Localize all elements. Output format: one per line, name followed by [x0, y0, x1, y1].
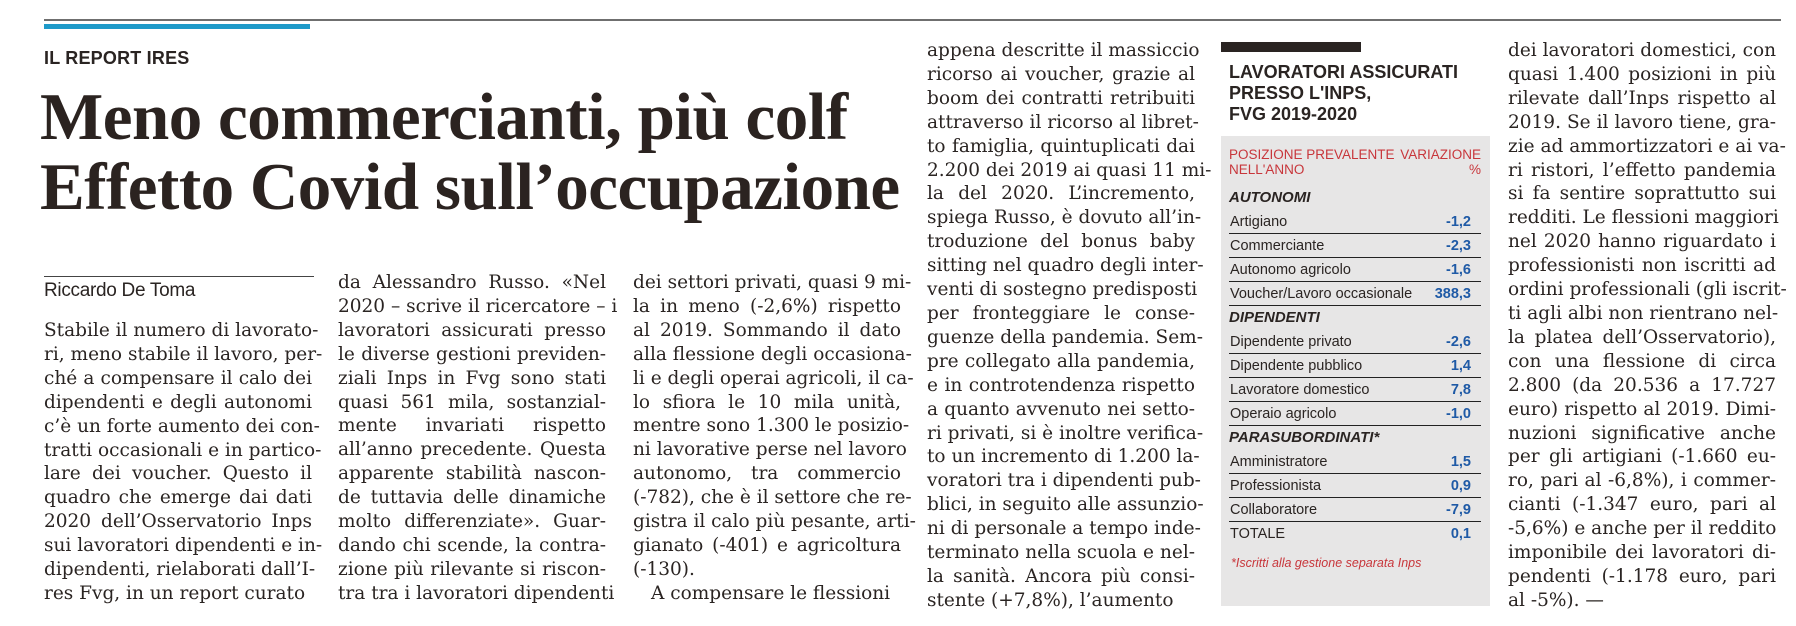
text-line: ricorso ai voucher, grazie al — [927, 63, 1195, 85]
text-line: 2.200 dei 2019 ai quasi 11 mi- — [927, 159, 1212, 181]
table-category: DIPENDENTI — [1229, 309, 1320, 326]
row-label: Operaio agricolo — [1230, 406, 1337, 422]
row-label: Amministratore — [1230, 454, 1328, 470]
text-line: dei settori privati, quasi 9 mi- — [633, 272, 912, 293]
section-label: IL REPORT IRES — [44, 48, 190, 68]
text-line: imponibile dei lavoratori di- — [1508, 542, 1776, 564]
text-line: dipendenti, rielaborati dall’I- — [44, 559, 316, 581]
text-line: la in meno (-2,6%) rispetto — [633, 295, 901, 317]
article-column-1 — [44, 319, 323, 606]
row-label: Collaboratore — [1230, 502, 1318, 518]
text-line: zie ad ammortizzatori e ai va- — [1508, 135, 1786, 157]
text-line: Stabile il numero di lavorato- — [44, 320, 319, 341]
infobox-table — [1229, 186, 1481, 546]
text-line: dipendenti e degli autonomi — [44, 391, 312, 413]
text-line: si fa sentire soprattutto sui — [1508, 183, 1776, 205]
top-rule — [44, 19, 1781, 21]
text-line: nuzioni significative anche — [1508, 422, 1776, 444]
text-line: la del 2020. L’incremento, — [927, 183, 1195, 205]
text-line: li e degli operai agricoli, il ca- — [633, 367, 914, 389]
text-line: ni lavorative perse nel lavoro — [633, 439, 907, 461]
text-line: guenze della pandemia. Sem- — [927, 326, 1203, 348]
text-line: quasi 561 mila, sostanzial- — [338, 391, 606, 413]
table-row — [1229, 498, 1481, 522]
text-line: ro, pari al -6,8%), i commer- — [1508, 470, 1776, 492]
text-line: mente invariati rispetto — [338, 415, 606, 437]
row-value: 7,8 — [1450, 382, 1471, 398]
text-line: 2020 dell’Osservatorio Inps — [44, 511, 312, 533]
text-line: euro) rispetto al 2019. Dimi- — [1508, 398, 1776, 420]
table-row — [1229, 282, 1481, 306]
headline-line: Effetto Covid sull’occupazione — [40, 150, 900, 224]
text-line: voratori tra i dipendenti pub- — [927, 470, 1201, 492]
text-line: venti di sostegno predisposti — [927, 279, 1198, 301]
row-value: 0,1 — [1450, 526, 1471, 542]
text-line: la sanità. Ancora più consi- — [927, 565, 1195, 587]
text-line: autonomo, tra commercio — [633, 463, 901, 485]
article-column-3 — [633, 271, 916, 606]
text-line: de tuttavia delle dinamiche — [338, 487, 606, 509]
text-line: quasi 1.400 posizioni in più — [1508, 63, 1776, 85]
text-line: ri privati, si è inoltre verifica- — [927, 422, 1204, 444]
text-line: tratti occasionali e in partico- — [44, 439, 322, 461]
text-line: sui lavoratori dipendenti e in- — [44, 535, 323, 557]
table-row — [1229, 234, 1481, 258]
text-line: zione più rilevante si riscon- — [338, 558, 606, 580]
infobox-footnote: *Iscritti alla gestione separata Inps — [1231, 556, 1422, 570]
article-column-5 — [1508, 39, 1787, 613]
table-row — [1229, 258, 1481, 282]
text-line: dando chi scende, la contra- — [338, 534, 606, 556]
table-row — [1229, 210, 1481, 234]
text-line: molto differenziate». Guar- — [338, 511, 606, 533]
table-total-row — [1229, 522, 1481, 546]
text-line: ziali Inps in Fvg sono stati — [338, 367, 606, 389]
text-line: per fronteggiare le conse- — [927, 302, 1195, 324]
row-label: Autonomo agricolo — [1230, 262, 1351, 278]
text-line: c’è un forte aumento dei con- — [44, 415, 320, 437]
infobox-title: LAVORATORI ASSICURATI PRESSO L'INPS, FVG 2019-2020 — [1229, 62, 1458, 124]
text-line: la platea dell’Osservatorio), — [1508, 326, 1776, 348]
text-line: pre collegato alla pandemia, — [927, 350, 1195, 372]
row-label: Dipendente privato — [1230, 334, 1352, 350]
text-line: 2.800 (da 20.536 a 17.727 — [1508, 374, 1776, 396]
row-label: Artigiano — [1230, 214, 1288, 230]
text-line: ordini professionali (gli iscrit- — [1508, 279, 1787, 301]
row-label: Voucher/Lavoro occasionale — [1230, 286, 1413, 302]
infobox-bar — [1221, 42, 1361, 52]
row-value: 1,4 — [1450, 358, 1471, 374]
text-line: dei lavoratori domestici, con — [1508, 40, 1776, 61]
article-column-4 — [927, 39, 1212, 613]
text-line: pendenti (-1.178 euro, pari — [1508, 565, 1776, 587]
text-line: lo sfiora le 10 mila unità, — [633, 391, 901, 413]
row-value: 0,9 — [1450, 478, 1471, 494]
row-label: Dipendente pubblico — [1230, 358, 1363, 374]
text-line: le diverse gestioni previden- — [338, 343, 606, 365]
text-line: troduzione del bonus baby — [927, 231, 1195, 253]
text-line: attraverso il ricorso al libret- — [927, 111, 1199, 133]
table-row — [1229, 354, 1481, 378]
text-line: terminato nella scuola e nel- — [927, 542, 1195, 564]
text-line: appena descritte il massiccio — [927, 40, 1200, 61]
text-line: res Fvg, in un report curato — [44, 582, 306, 604]
text-line: cianti (-1.347 euro, pari al — [1508, 494, 1776, 516]
text-line: mentre sono 1.300 le posizio- — [633, 415, 910, 437]
text-line: ni di personale a tempo inde- — [927, 518, 1201, 540]
text-line: redditi. Le flessioni maggiori — [1508, 207, 1779, 229]
text-line: sitting nel quadro degli inter- — [927, 255, 1204, 277]
text-line: all’anno precedente. Questa — [338, 439, 606, 461]
text-line: 2019. Se il lavoro tiene, gra- — [1508, 111, 1776, 133]
text-line: e in controtendenza rispetto — [927, 374, 1195, 396]
text-line: blici, in seguito alle assunzio- — [927, 494, 1204, 516]
byline-rule — [44, 276, 314, 277]
row-label: Commerciante — [1230, 238, 1325, 254]
text-line: ti agli albi non rientrano nel- — [1508, 302, 1779, 324]
text-line: -5,6%) e anche per il reddito — [1508, 518, 1777, 540]
text-line: gianato (-401) e agricoltura — [633, 534, 901, 556]
text-line: (-782), che è il settore che re- — [633, 487, 912, 509]
text-line: rilevate dall’Inps rispetto al — [1508, 87, 1776, 109]
text-line: per gli artigiani (-1.660 eu- — [1508, 446, 1776, 468]
author-byline: Riccardo De Toma — [44, 280, 196, 301]
table-row — [1229, 378, 1481, 402]
text-line: a quanto avvenuto nei setto- — [927, 398, 1195, 420]
text-line: al -5%). — — [1508, 589, 1604, 611]
header-position: POSIZIONE PREVALENTE NELL'ANNO — [1229, 147, 1395, 177]
table-row — [1229, 474, 1481, 498]
text-line: nel 2020 hanno riguardato i — [1508, 231, 1776, 253]
table-row — [1229, 330, 1481, 354]
row-label: Professionista — [1230, 478, 1322, 494]
section-accent-bar — [44, 24, 310, 29]
text-line: lare dei voucher. Questo il — [44, 463, 312, 485]
row-value: -1,0 — [1446, 406, 1471, 422]
table-category: PARASUBORDINATI* — [1229, 429, 1380, 446]
text-line: con una flessione di circa — [1508, 350, 1776, 372]
table-row — [1229, 450, 1481, 474]
table-row — [1229, 402, 1481, 426]
text-line: ri, meno stabile il lavoro, per- — [44, 343, 323, 365]
text-line: (-130). — [633, 558, 695, 580]
text-line: 2020 – scrive il ricercatore – i — [338, 295, 618, 317]
text-line: lavoratori assicurati presso — [338, 319, 606, 341]
row-value: 388,3 — [1434, 286, 1471, 302]
row-value: 1,5 — [1450, 454, 1471, 470]
text-line: al 2019. Sommando il dato — [633, 319, 901, 341]
text-line: professionisti non iscritti ad — [1508, 255, 1776, 277]
headline-line: Meno commercianti, più colf — [40, 80, 848, 154]
headline — [40, 82, 920, 222]
row-value: -2,3 — [1446, 238, 1471, 254]
row-value: -2,6 — [1446, 334, 1471, 350]
text-line: ché a compensare il calo dei — [44, 367, 312, 389]
text-line: stente (+7,8%), l’aumento — [927, 589, 1174, 611]
text-line: apparente stabilità nascon- — [338, 463, 606, 485]
row-value: -7,9 — [1446, 502, 1471, 518]
text-line: alla flessione degli occasiona- — [633, 343, 912, 365]
row-label: Lavoratore domestico — [1230, 382, 1370, 398]
text-line: A compensare le flessioni — [651, 582, 891, 604]
text-line: tra tra i lavoratori dipendenti — [338, 582, 615, 604]
row-value: -1,2 — [1446, 214, 1471, 230]
text-line: spiega Russo, è dovuto all’in- — [927, 207, 1202, 229]
text-line: ri ristori, l’effetto pandemia — [1508, 159, 1776, 181]
text-line: boom dei contratti retribuiti — [927, 87, 1195, 109]
text-line: quadro che emerge dai dati — [44, 487, 312, 509]
article-column-2 — [338, 271, 618, 606]
text-line: gistra il calo più pesante, arti- — [633, 511, 916, 533]
row-label: TOTALE — [1230, 526, 1286, 542]
header-variation: VARIAZIONE % — [1400, 147, 1481, 177]
text-line: to un incremento di 1.200 la- — [927, 446, 1200, 468]
table-category: AUTONOMI — [1229, 189, 1311, 206]
row-value: -1,6 — [1446, 262, 1471, 278]
text-line: da Alessandro Russo. «Nel — [338, 272, 606, 293]
text-line: to famiglia, quintuplicati dai — [927, 135, 1195, 157]
